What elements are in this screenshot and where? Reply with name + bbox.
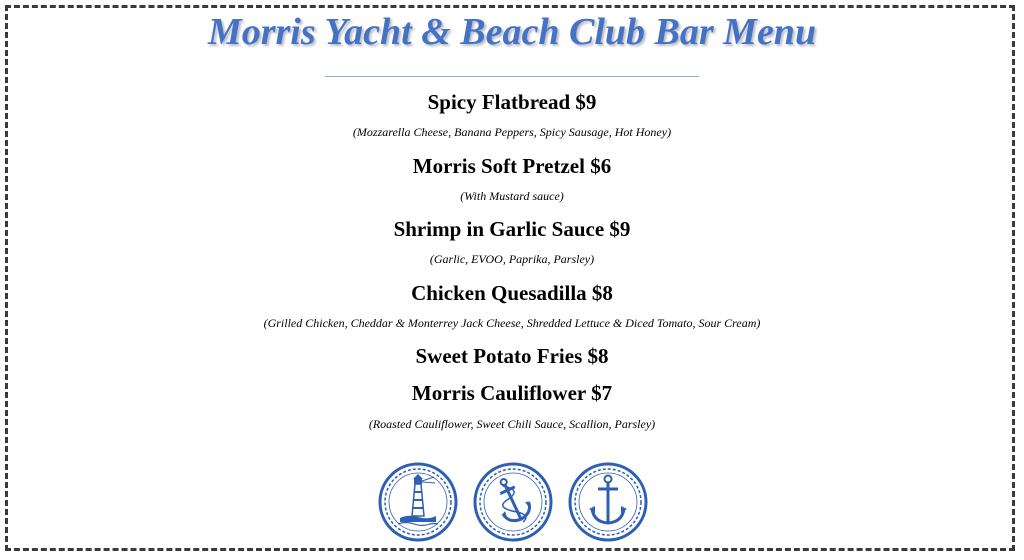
nautical-emblems <box>378 462 648 542</box>
menu-item-description: (Mozzarella Cheese, Banana Peppers, Spicy Sausage, Hot Honey) <box>352 125 672 139</box>
menu-item-name: Morris Cauliflower $7 <box>411 381 613 405</box>
lighthouse-icon <box>378 462 458 542</box>
title-divider <box>325 76 699 77</box>
menu-title: Morris Yacht & Beach Club Bar Menu <box>207 11 817 53</box>
menu-item-name: Chicken Quesadilla $8 <box>411 281 613 305</box>
menu-item-name: Sweet Potato Fries $8 <box>415 344 609 368</box>
menu-item-name: Shrimp in Garlic Sauce $9 <box>393 217 631 241</box>
menu-item-description: (Roasted Cauliflower, Sweet Chili Sauce, Scallion, Parsley) <box>368 417 656 431</box>
anchor-icon <box>568 462 648 542</box>
menu-item-name: Morris Soft Pretzel $6 <box>412 154 612 178</box>
menu-item-description: (With Mustard sauce) <box>460 189 564 203</box>
menu-item-description: (Garlic, EVOO, Paprika, Parsley) <box>429 252 595 266</box>
menu-item-name: Spicy Flatbread $9 <box>427 90 597 114</box>
anchor-rope-icon <box>473 462 553 542</box>
menu-item-description: (Grilled Chicken, Cheddar & Monterrey Jack Cheese, Shredded Lettuce & Diced Tomato, Sour Cream) <box>263 316 761 330</box>
